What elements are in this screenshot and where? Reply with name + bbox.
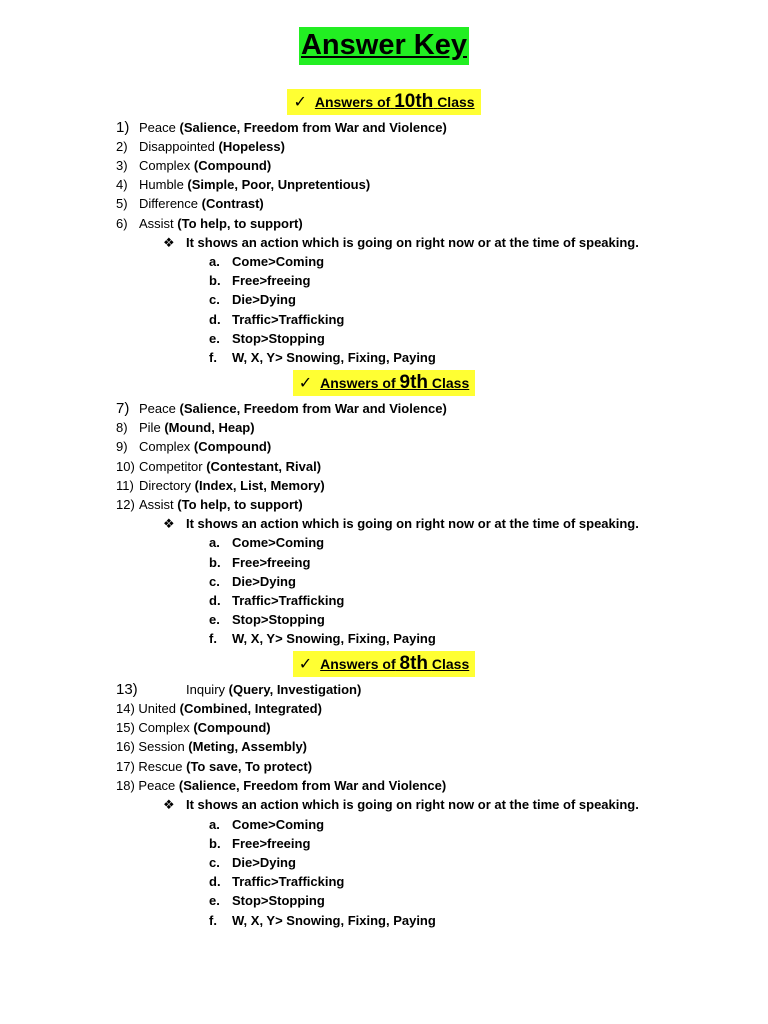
sub-list-item: [209, 290, 296, 309]
sub-item-letter: d.: [209, 593, 221, 608]
item-number: 14): [116, 701, 135, 716]
item-word: Rescue: [138, 759, 183, 774]
sub-item-text: Traffic>Trafficking: [232, 874, 345, 889]
list-item: [116, 757, 312, 776]
title-container: [0, 27, 768, 65]
sub-item-letter: a.: [209, 817, 220, 832]
item-word: Peace: [139, 120, 176, 135]
item-number: 12): [116, 497, 135, 512]
item-number: 7): [116, 400, 130, 417]
sub-item-text: Stop>Stopping: [232, 331, 325, 346]
note-text: It shows an action which is going on right now or at the time of speaking.: [186, 516, 639, 531]
item-synonyms: (Salience, Freedom from War and Violence): [179, 120, 447, 135]
item-synonyms: (To save, To protect): [186, 759, 313, 774]
heading-prefix: Answers of: [314, 94, 391, 110]
list-item: [116, 137, 285, 156]
item-synonyms: (Contrast): [201, 196, 264, 211]
item-synonyms: (Compound): [193, 158, 272, 173]
sub-item-text: Come>Coming: [232, 817, 325, 832]
sub-item-text: Traffic>Trafficking: [232, 312, 345, 327]
sub-item-letter: d.: [209, 312, 221, 327]
item-number: 16): [116, 739, 135, 754]
item-synonyms: (Combined, Integrated): [179, 701, 322, 716]
note-line: [163, 795, 639, 814]
item-word: Disappointed: [139, 139, 215, 154]
sub-list-item: [209, 310, 344, 329]
item-synonyms: (To help, to support): [177, 497, 303, 512]
list-item: [116, 418, 255, 437]
sub-item-letter: b.: [209, 836, 221, 851]
sub-item-letter: c.: [209, 292, 220, 307]
list-item: [116, 737, 307, 756]
sub-item-text: W, X, Y> Snowing, Fixing, Paying: [232, 350, 436, 365]
list-item: [116, 476, 325, 495]
sub-item-text: W, X, Y> Snowing, Fixing, Paying: [232, 631, 436, 646]
item-synonyms: (Compound): [193, 720, 271, 735]
sub-list-item: [209, 329, 325, 348]
sub-list-item: [209, 891, 325, 910]
sub-item-letter: b.: [209, 273, 221, 288]
sub-item-text: Die>Dying: [232, 292, 296, 307]
note-text: It shows an action which is going on right now or at the time of speaking.: [186, 235, 639, 250]
sub-item-letter: f.: [209, 913, 217, 928]
heading-suffix: Class: [431, 375, 470, 391]
sub-item-letter: a.: [209, 254, 220, 269]
item-word: Inquiry: [186, 682, 226, 697]
item-number: 13): [116, 681, 138, 698]
sub-list-item: [209, 610, 325, 629]
item-number: 11): [116, 478, 134, 493]
sub-list-item: [209, 348, 436, 367]
sub-item-letter: f.: [209, 350, 217, 365]
sub-item-letter: a.: [209, 535, 220, 550]
item-word: Pile: [139, 420, 161, 435]
sub-list-item: [209, 271, 310, 290]
sub-item-letter: b.: [209, 555, 221, 570]
sub-item-letter: f.: [209, 631, 217, 646]
sub-item-text: Die>Dying: [232, 855, 296, 870]
sub-item-text: Die>Dying: [232, 574, 296, 589]
list-item: [116, 457, 321, 476]
heading-prefix: Answers of: [320, 656, 396, 672]
item-word: United: [138, 701, 176, 716]
sub-item-text: Stop>Stopping: [232, 893, 325, 908]
list-item: [116, 194, 264, 213]
sub-item-text: Free>freeing: [232, 555, 311, 570]
sub-item-letter: e.: [209, 612, 220, 627]
heading-suffix: Class: [431, 656, 470, 672]
item-synonyms: (Salience, Freedom from War and Violence): [178, 778, 447, 793]
item-synonyms: (Salience, Freedom from War and Violence): [179, 401, 447, 416]
heading-highlight: [293, 651, 476, 677]
sub-item-letter: e.: [209, 331, 220, 346]
diamond-bullet-icon: ❖: [163, 516, 175, 531]
sub-list-item: [209, 853, 296, 872]
item-word: Humble: [139, 177, 184, 192]
sub-item-letter: d.: [209, 874, 221, 889]
sub-item-text: Free>freeing: [232, 273, 311, 288]
heading-grade: 8th: [399, 653, 428, 674]
item-word: Assist: [139, 216, 174, 231]
sub-list-item: [209, 533, 324, 552]
list-item: [116, 214, 303, 233]
item-number: 10): [116, 459, 135, 474]
sub-item-letter: c.: [209, 855, 220, 870]
item-number: 4): [116, 177, 128, 192]
note-line: [163, 233, 639, 252]
item-word: Directory: [139, 478, 192, 493]
item-word: Session: [138, 739, 185, 754]
item-number: 18): [116, 778, 135, 793]
item-word: Complex: [138, 720, 190, 735]
item-number: 1): [116, 119, 130, 136]
section-heading-9th: [0, 370, 768, 396]
page-title: Answer Key: [299, 27, 469, 65]
checkmark-icon: ✓: [293, 94, 307, 111]
sub-item-letter: e.: [209, 893, 220, 908]
item-number: 2): [116, 139, 128, 154]
item-number: 3): [116, 158, 128, 173]
sub-list-item: [209, 911, 436, 930]
heading-highlight: [287, 89, 480, 115]
list-item: [116, 118, 447, 137]
sub-list-item: [209, 815, 324, 834]
item-synonyms: (Hopeless): [218, 139, 285, 154]
list-item: [116, 399, 447, 418]
heading-grade: 9th: [399, 372, 428, 393]
item-synonyms: (Query, Investigation): [228, 682, 362, 697]
list-item: [116, 175, 370, 194]
sub-item-text: W, X, Y> Snowing, Fixing, Paying: [232, 913, 436, 928]
item-synonyms: (Index, List, Memory): [194, 478, 325, 493]
item-word: Assist: [139, 497, 174, 512]
item-word: Complex: [139, 158, 191, 173]
sub-item-text: Traffic>Trafficking: [232, 593, 345, 608]
sub-list-item: [209, 834, 310, 853]
list-item: [116, 156, 271, 175]
sub-list-item: [209, 629, 436, 648]
item-number: 8): [116, 420, 128, 435]
list-item: [116, 495, 303, 514]
item-synonyms: (To help, to support): [177, 216, 303, 231]
note-text: It shows an action which is going on right now or at the time of speaking.: [186, 797, 639, 812]
note-line: [163, 514, 639, 533]
item-number: 5): [116, 196, 128, 211]
sub-item-text: Come>Coming: [232, 535, 325, 550]
list-item: [116, 776, 446, 795]
item-number: 17): [116, 759, 135, 774]
sub-item-text: Come>Coming: [232, 254, 325, 269]
item-synonyms: (Mound, Heap): [164, 420, 255, 435]
heading-highlight: [293, 370, 476, 396]
item-synonyms: (Compound): [193, 439, 272, 454]
sub-item-text: Stop>Stopping: [232, 612, 325, 627]
diamond-bullet-icon: ❖: [163, 235, 175, 250]
item-synonyms: (Simple, Poor, Unpretentious): [187, 177, 371, 192]
item-synonyms: (Meting, Assembly): [188, 739, 307, 754]
section-heading-10th: [0, 89, 768, 115]
item-word: Complex: [139, 439, 191, 454]
sub-list-item: [209, 572, 296, 591]
item-word: Competitor: [139, 459, 203, 474]
item-number: 15): [116, 720, 135, 735]
list-item: [116, 718, 271, 737]
item-word: Peace: [139, 401, 176, 416]
heading-prefix: Answers of: [320, 375, 396, 391]
sub-list-item: [209, 252, 324, 271]
list-item: [116, 437, 271, 456]
diamond-bullet-icon: ❖: [163, 797, 175, 812]
item-synonyms: (Contestant, Rival): [206, 459, 322, 474]
item-number: 6): [116, 216, 128, 231]
item-word: Peace: [138, 778, 176, 793]
list-item: [116, 680, 361, 699]
checkmark-icon: ✓: [298, 656, 313, 673]
sub-item-text: Free>freeing: [232, 836, 311, 851]
heading-suffix: Class: [437, 94, 475, 110]
item-word: Difference: [139, 196, 199, 211]
checkmark-icon: ✓: [298, 375, 313, 392]
list-item: [116, 699, 322, 718]
sub-list-item: [209, 872, 344, 891]
sub-list-item: [209, 553, 310, 572]
sub-list-item: [209, 591, 344, 610]
heading-grade: 10th: [394, 91, 434, 112]
item-number: 9): [116, 439, 128, 454]
section-heading-8th: [0, 651, 768, 677]
sub-item-letter: c.: [209, 574, 220, 589]
